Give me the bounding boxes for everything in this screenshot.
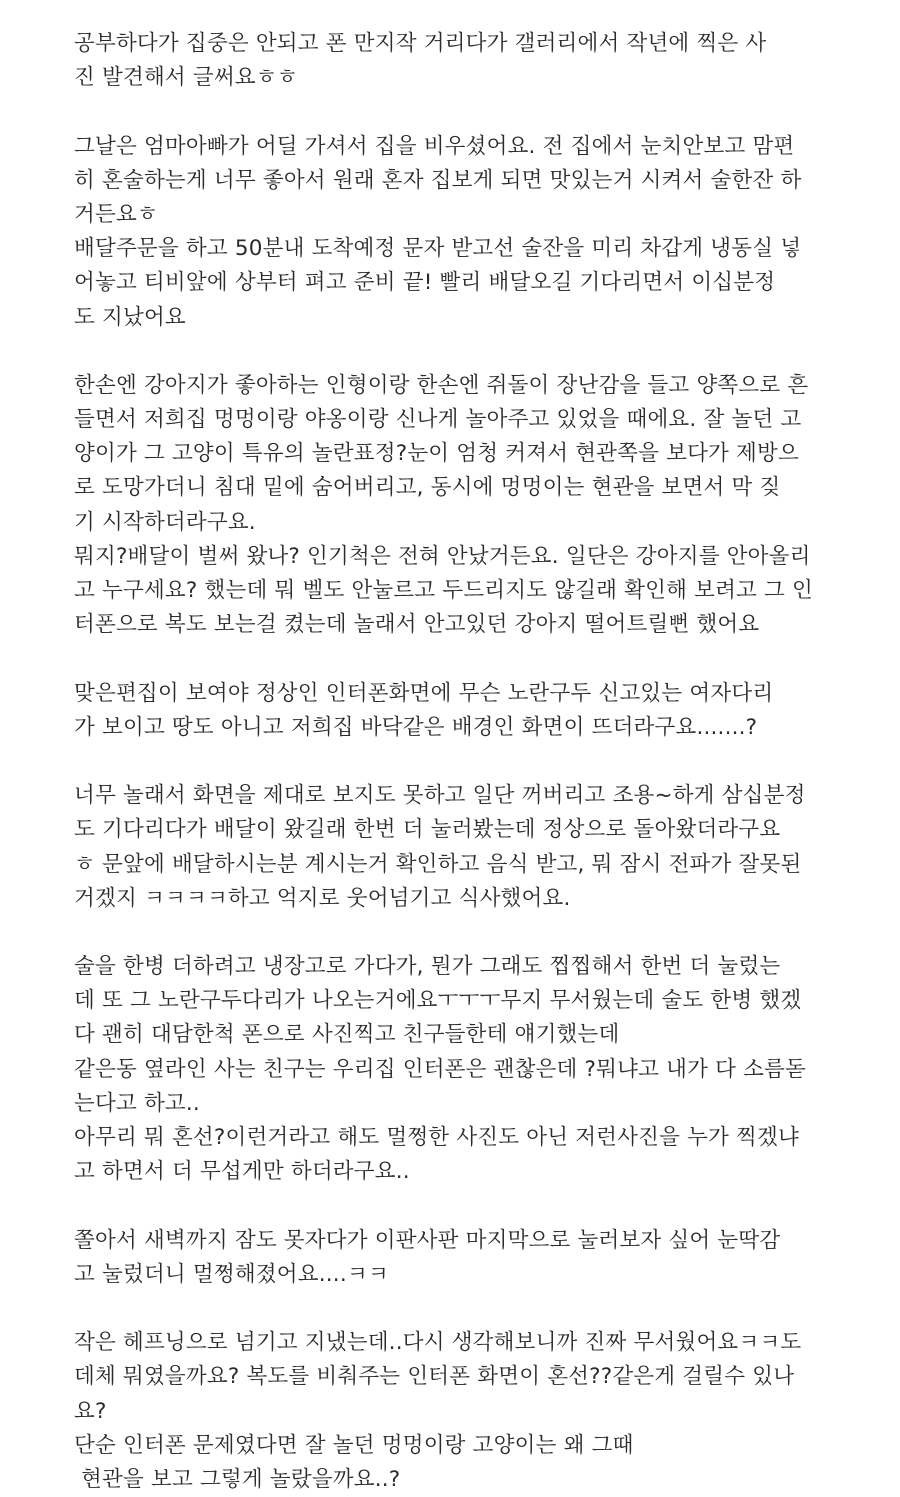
text-line: 다 괜히 대담한척 폰으로 사진찍고 친구들한테 얘기했는데 <box>74 1022 620 1048</box>
text-line: 거겠지 ㅋㅋㅋㅋ하고 억지로 웃어넘기고 식사했어요. <box>74 885 571 911</box>
text-line: 도 기다리다가 배달이 왔길래 한번 더 눌러봤는데 정상으로 돌아왔더라구요 <box>74 817 781 843</box>
text-line: 한손엔 강아지가 좋아하는 인형이랑 한손엔 쥐돌이 장난감을 들고 양쪽으로 흔 <box>74 372 809 398</box>
paragraph <box>74 1224 874 1292</box>
paragraph-gap <box>74 1292 874 1326</box>
text-line: 도 지났어요 <box>74 304 186 330</box>
text-line: 히 혼술하는게 너무 좋아서 원래 혼자 집보게 되면 맛있는거 시켜서 술한잔 하 <box>74 167 802 193</box>
paragraph-gap <box>74 745 874 779</box>
text-line: 가 보이고 땅도 아니고 저희집 바닥같은 배경인 화면이 뜨더라구요.......? <box>74 714 758 740</box>
text-line: 아무리 뭐 혼선?이런거라고 해도 멀쩡한 사진도 아닌 저런사진을 누가 찍겠냐 <box>74 1125 799 1150</box>
text-line: 뭐지?배달이 벌써 왔나? 인기척은 전혀 안났거든요. 일단은 강아지를 안아올리 <box>74 543 811 569</box>
paragraph <box>74 950 874 1189</box>
paragraph <box>74 130 874 335</box>
text-line: 배달주문을 하고 50분내 도착예정 문자 받고선 술잔을 미리 차갑게 냉동실 넣 <box>74 236 802 262</box>
text-line: 데체 뭐였을까요? 복도를 비춰주는 인터폰 화면이 혼선??같은게 걸릴수 있나 <box>74 1364 795 1390</box>
paragraph-gap <box>74 95 874 129</box>
text-line: 너무 놀래서 화면을 제대로 보지도 못하고 일단 꺼버리고 조용~하게 삼십분정 <box>74 783 806 809</box>
text-line: 거든요ㅎ <box>74 201 158 227</box>
text-line: 공부하다가 집중은 안되고 폰 만지작 거리다가 갤러리에서 작년에 찍은 사 <box>74 31 767 56</box>
text-line: 로 도망가더니 침대 밑에 숨어버리고, 동시에 멍멍이는 현관을 보면서 막 짖 <box>74 475 781 501</box>
paragraph-gap <box>74 1189 874 1223</box>
paragraph <box>74 677 874 745</box>
text-line: 요? <box>74 1398 107 1424</box>
text-line: 들면서 저희집 멍멍이랑 야옹이랑 신나게 놀아주고 있었을 때에요. 잘 놀던 고 <box>74 407 802 433</box>
text-line: 고 누구세요? 했는데 뭐 벨도 안눌르고 두드리지도 않길래 확인해 보려고 그 인 <box>74 578 814 603</box>
paragraph <box>74 369 874 643</box>
text-line: 양이가 그 고양이 특유의 놀란표정?눈이 엄청 커져서 현관쪽을 보다가 제방으 <box>74 441 799 467</box>
text-line: 진 발견해서 글써요ㅎㅎ <box>74 65 298 91</box>
text-line: 같은동 옆라인 사는 친구는 우리집 인터폰은 괜찮은데 ?뭐냐고 내가 다 소름돋 <box>74 1056 806 1082</box>
text-line: 그날은 엄마아빠가 어딜 가셔서 집을 비우셨어요. 전 집에서 눈치안보고 맘편 <box>74 133 795 159</box>
text-line: 터폰으로 복도 보는걸 켰는데 놀래서 안고있던 강아지 떨어트릴뻔 했어요 <box>74 612 760 638</box>
paragraph <box>74 1326 874 1497</box>
text-line: 작은 헤프닝으로 넘기고 지냈는데..다시 생각해보니까 진짜 무서웠어요ㅋㅋ도 <box>74 1330 802 1356</box>
text-line: 고 눌렀더니 멀쩡해졌어요....ㅋㅋ <box>74 1261 389 1287</box>
text-line: 술을 한병 더하려고 냉장고로 가다가, 뭔가 그래도 찝찝해서 한번 더 눌렀는 <box>74 954 781 980</box>
text-line: 맞은편집이 보여야 정상인 인터폰화면에 무슨 노란구두 신고있는 여자다리 <box>74 680 774 706</box>
text-line: 데 또 그 노란구두다리가 나오는거에요ㅜㅜㅜ무지 무서웠는데 술도 한병 했겠 <box>74 988 802 1014</box>
text-line: 기 시작하더라구요. <box>74 509 256 535</box>
paragraph-gap <box>74 642 874 676</box>
paragraph-gap <box>74 335 874 369</box>
post-body <box>74 27 874 1497</box>
text-line: 는다고 하고.. <box>74 1090 200 1116</box>
text-line: 쫄아서 새벽까지 잠도 못자다가 이판사판 마지막으로 눌러보자 싶어 눈딱감 <box>74 1227 781 1253</box>
paragraph <box>74 27 874 95</box>
text-line: 현관을 보고 그렇게 놀랐을까요..? <box>74 1466 401 1492</box>
text-line: 단순 인터폰 문제였다면 잘 놀던 멍멍이랑 고양이는 왜 그때 <box>74 1432 634 1458</box>
text-line: 고 하면서 더 무섭게만 하더라구요.. <box>74 1159 410 1185</box>
text-line: 어놓고 티비앞에 상부터 펴고 준비 끝! 빨리 배달오길 기다리면서 이십분정 <box>74 270 776 296</box>
paragraph-gap <box>74 916 874 950</box>
paragraph <box>74 779 874 916</box>
text-line: ㅎ 문앞에 배달하시는분 계시는거 확인하고 음식 받고, 뭐 잠시 전파가 잘못된 <box>74 851 802 877</box>
